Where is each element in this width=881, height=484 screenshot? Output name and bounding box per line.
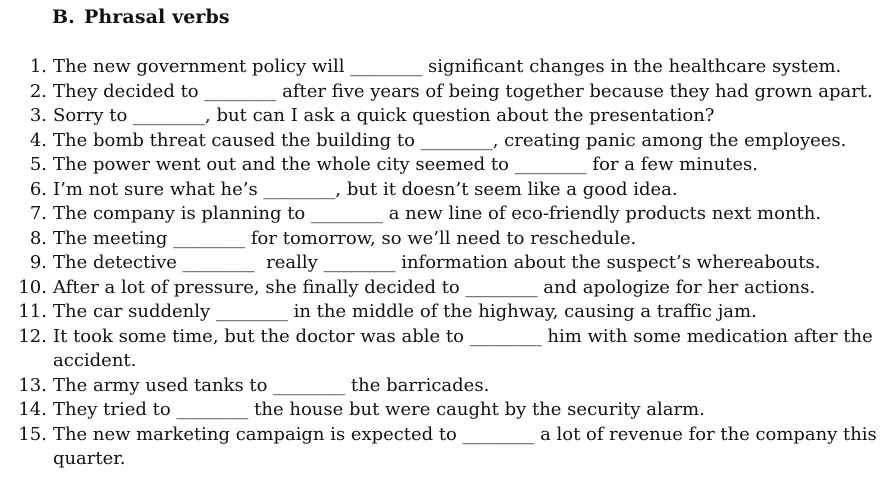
exercise-item-11 xyxy=(0,300,881,325)
exercise-item-9 xyxy=(0,251,881,276)
item-text-line-1: The new marketing campaign is expected to ________ a lot of revenue for the company this xyxy=(53,423,877,445)
item-text: I’m not sure what he’s ________, but it doesn’t seem like a good idea. xyxy=(53,178,678,200)
exercise-item-4 xyxy=(0,129,881,154)
item-text: The detective ________ really ________ information about the suspect’s whereabouts. xyxy=(53,252,821,273)
exercise-item-10 xyxy=(0,276,881,301)
item-text: The bomb threat caused the building to ________, creating panic among the employees. xyxy=(53,129,847,151)
item-number: 5. xyxy=(29,154,47,175)
section-letter: B. xyxy=(52,6,75,28)
exercise-item-2 xyxy=(0,80,881,105)
item-text: Sorry to ________, but can I ask a quick question about the presentation? xyxy=(53,105,715,126)
exercise-item-7 xyxy=(0,202,881,227)
item-number: 4. xyxy=(29,129,47,151)
item-text: The power went out and the whole city seemed to ________ for a few minutes. xyxy=(53,154,759,175)
exercise-item-14 xyxy=(0,398,881,423)
item-text: After a lot of pressure, she finally decided to ________ and apologize for her actions. xyxy=(53,276,816,298)
exercise-item-12 xyxy=(0,325,881,374)
item-number: 6. xyxy=(29,178,47,200)
item-number: 2. xyxy=(29,80,47,102)
item-text: The meeting ________ for tomorrow, so we’ll need to reschedule. xyxy=(53,227,637,249)
item-text-line-1: It took some time, but the doctor was able to ________ him with some medication after the xyxy=(53,325,873,347)
exercise-item-1 xyxy=(0,55,881,80)
item-number: 3. xyxy=(29,105,47,126)
item-text: They decided to ________ after five years of being together because they had grown apart. xyxy=(53,80,873,102)
exercise-item-3 xyxy=(0,104,881,129)
item-text xyxy=(53,325,873,374)
section-title: Phrasal verbs xyxy=(84,6,230,28)
item-number: 8. xyxy=(29,227,47,249)
item-text: The new government policy will ________ significant changes in the healthcare system. xyxy=(53,56,842,77)
item-text: The car suddenly ________ in the middle of the highway, causing a traffic jam. xyxy=(53,301,757,322)
item-number: 13. xyxy=(18,374,47,396)
exercise-item-13 xyxy=(0,374,881,399)
item-text: The army used tanks to ________ the barricades. xyxy=(53,374,490,396)
exercise-item-6 xyxy=(0,178,881,203)
item-number: 15. xyxy=(18,423,47,445)
item-number: 1. xyxy=(29,56,47,77)
exercise-list xyxy=(0,55,881,472)
item-number: 14. xyxy=(18,399,47,420)
exercise-item-5 xyxy=(0,153,881,178)
item-number: 11. xyxy=(18,301,47,322)
exercise-item-15 xyxy=(0,423,881,472)
item-text xyxy=(53,423,877,472)
item-number: 10. xyxy=(18,276,47,298)
item-number: 7. xyxy=(29,203,47,224)
item-number: 12. xyxy=(18,325,47,347)
section-heading xyxy=(52,6,230,28)
item-text: They tried to ________ the house but were caught by the security alarm. xyxy=(53,399,705,420)
item-text-line-2: accident. xyxy=(53,350,137,371)
item-number: 9. xyxy=(29,252,47,273)
item-text: The company is planning to ________ a new line of eco-friendly products next month. xyxy=(53,203,822,224)
item-text-line-2: quarter. xyxy=(53,448,126,469)
exercise-item-8 xyxy=(0,227,881,252)
